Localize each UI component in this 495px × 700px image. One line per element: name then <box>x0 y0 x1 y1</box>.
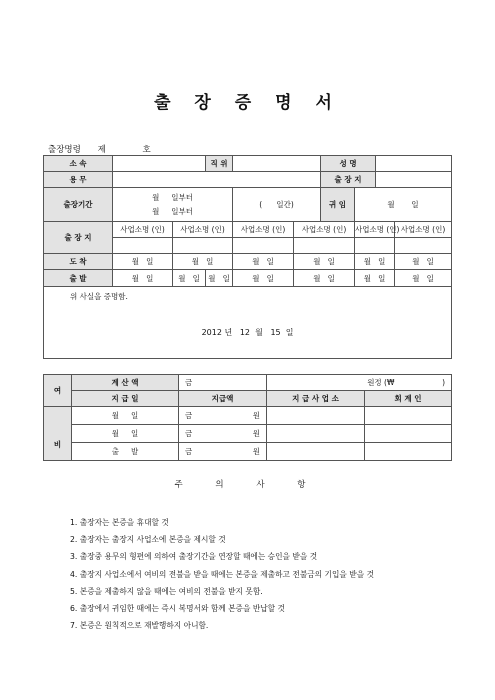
departure-date[interactable]: 월 일 <box>173 270 206 286</box>
arrival-date[interactable]: 월 일 <box>233 254 294 270</box>
duty-field[interactable] <box>113 172 321 188</box>
notice-item: 6. 출장에서 귀임한 때에는 즉시 복명서와 함께 본증을 반납할 것 <box>70 603 285 613</box>
site-header: 사업소명 (인) <box>113 221 173 237</box>
position-label: 직 위 <box>206 156 233 172</box>
destination-label: 출 장 지 <box>321 172 376 188</box>
departure-date[interactable]: 월 일 <box>113 270 173 286</box>
travel-certificate-table <box>43 155 452 359</box>
arrival-date[interactable]: 월 일 <box>395 254 452 270</box>
site-header: 사업소명 (인) <box>173 221 233 237</box>
departure-date[interactable]: 월 일 <box>294 270 355 286</box>
arrival-date[interactable]: 월 일 <box>173 254 233 270</box>
notice-title: 주 의 사 항 <box>174 480 321 490</box>
site-seal-field[interactable] <box>113 238 173 254</box>
expense-side-label-top: 여 <box>44 375 72 407</box>
amount-prefix: 금 <box>185 447 193 456</box>
notice-item: 5. 본증을 제출하지 않을 때에는 여비의 전불을 받지 못함. <box>70 586 263 596</box>
site-seal-field[interactable] <box>395 238 452 254</box>
notice-item: 4. 출장지 사업소에서 여비의 전불을 받을 때에는 본증을 제출하고 전불금의 기입을 받을 것 <box>70 569 375 579</box>
name-label: 성 명 <box>321 156 376 172</box>
departure-date[interactable]: 월 일 <box>233 270 294 286</box>
arrival-date[interactable]: 월 일 <box>355 254 395 270</box>
amount-prefix: 금 <box>185 411 193 420</box>
certification-area <box>44 286 452 358</box>
notice-item: 1. 출장자는 본증을 휴대할 것 <box>70 518 169 527</box>
affiliation-label: 소 속 <box>44 156 113 172</box>
departure-date[interactable]: 월 일 <box>395 270 452 286</box>
arrival-date[interactable]: 월 일 <box>113 254 173 270</box>
period-end: 월 일부터 <box>152 207 193 217</box>
certify-date: 2012 년 12 월 15 일 <box>201 327 294 337</box>
pay-office-header: 지 급 사 업 소 <box>267 391 365 407</box>
document-title: 출 장 증 명 서 <box>154 93 341 113</box>
site-header: 사업소명 (인) <box>294 221 355 237</box>
period-days[interactable]: ( 일간) <box>233 188 321 221</box>
accountant-cell[interactable] <box>365 407 452 425</box>
notice-item: 7. 본증은 원칙적으로 재발행하지 아니함. <box>70 621 209 631</box>
notice-list <box>70 514 374 634</box>
certify-text: 위 사실을 증명함. <box>70 291 128 301</box>
order-prefix: 제 <box>97 145 106 155</box>
period-start: 월 일부터 <box>152 193 193 203</box>
departure-date[interactable]: 월 일 <box>355 270 395 286</box>
site-label: 출 장 지 <box>44 221 113 253</box>
calc-label: 계 산 액 <box>72 375 179 391</box>
pay-amount-cell[interactable] <box>179 425 267 443</box>
order-number-line <box>48 143 165 155</box>
expense-side-label-bottom: 비 <box>44 407 72 461</box>
site-seal-field[interactable] <box>294 238 355 254</box>
notice-item: 2. 출장자는 출장지 사업소에 본증을 제시할 것 <box>70 535 226 545</box>
pay-date-header: 지 급 일 <box>72 391 179 407</box>
pay-office-cell[interactable] <box>267 425 365 443</box>
accountant-cell[interactable] <box>365 425 452 443</box>
amount-prefix: 금 <box>185 429 193 438</box>
destination-field[interactable] <box>376 172 452 188</box>
duty-label: 용 무 <box>44 172 113 188</box>
amount-unit: 원 <box>252 447 260 456</box>
pay-amount-cell[interactable] <box>179 407 267 425</box>
accountant-header: 회 계 인 <box>365 391 452 407</box>
amount-unit: 원 <box>252 429 260 438</box>
pay-amount-header: 지급액 <box>179 391 267 407</box>
pay-office-cell[interactable] <box>267 407 365 425</box>
order-label: 출장명령 <box>48 145 81 155</box>
site-header: 사업소명 (인) <box>355 221 395 237</box>
pay-date-cell[interactable]: 월 일 <box>72 407 179 425</box>
site-seal-field[interactable] <box>355 238 395 254</box>
departure-label: 출 발 <box>44 270 113 286</box>
order-suffix: 호 <box>142 145 151 155</box>
site-header: 사업소명 (인) <box>233 221 294 237</box>
site-header: 사업소명 (인) <box>395 221 452 237</box>
expense-table <box>43 374 452 461</box>
calc-amount-prefix: 금 <box>179 375 267 391</box>
pay-office-cell[interactable] <box>267 443 365 461</box>
accountant-cell[interactable] <box>365 443 452 461</box>
period-dates[interactable] <box>113 188 233 221</box>
return-label: 귀 임 <box>321 188 355 221</box>
departure-date[interactable]: 월 일 <box>206 270 233 286</box>
site-seal-field[interactable] <box>173 238 233 254</box>
return-field[interactable]: 월 일 <box>355 188 452 221</box>
site-seal-field[interactable] <box>233 238 294 254</box>
position-field[interactable] <box>233 156 321 172</box>
pay-amount-cell[interactable] <box>179 443 267 461</box>
pay-date-cell[interactable]: 출 발 <box>72 443 179 461</box>
arrival-date[interactable]: 월 일 <box>294 254 355 270</box>
calc-amount-field[interactable]: 원정 (₩ ) <box>267 375 452 391</box>
name-field[interactable] <box>376 156 452 172</box>
pay-date-cell[interactable]: 월 일 <box>72 425 179 443</box>
notice-item: 3. 출장중 용무의 형편에 의하여 출장기간을 연장할 때에는 승인을 받을 것 <box>70 552 318 562</box>
period-label: 출장기간 <box>44 188 113 221</box>
arrival-label: 도 착 <box>44 254 113 270</box>
affiliation-field[interactable] <box>113 156 206 172</box>
amount-unit: 원 <box>252 411 260 420</box>
